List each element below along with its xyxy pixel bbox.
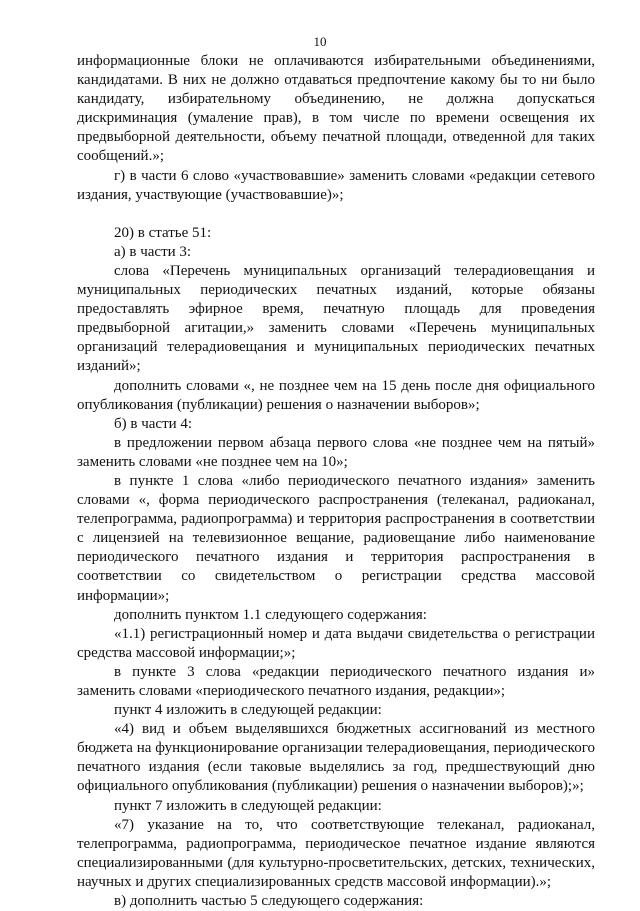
page-number: 10 (313, 34, 327, 49)
paragraph-first-sentence: в предложении первом абзаца первого слова «не позднее чем на пятый» заменить словами «не позднее чем на 10»; (77, 434, 595, 470)
paragraph-point-7-intro: пункт 7 изложить в следующей редакции: (114, 797, 382, 814)
paragraph-add-15-days: дополнить словами «, не позднее чем на 15 день после дня официального опубликования (публикации) решения о назначении выборов»; (77, 377, 595, 413)
paragraph-point-7-text: «7) указание на то, что соответствующие телеканал, радиоканал, телепрограмма, радиопрограмма, периодическое печатное издание являются специализированными (для культурно-просветительских, детских, технических, научных и других специализированных средств массовой информации).»; (77, 816, 595, 890)
paragraph-part-3: а) в части 3: (114, 243, 192, 260)
paragraph-point-3: в пункте 3 слова «редакции периодического печатного издания и» заменить словами «периодического печатного издания, редакции»; (77, 663, 595, 699)
paragraph-point-4-intro: пункт 4 изложить в следующей редакции: (114, 702, 382, 719)
paragraph-part-5: в) дополнить частью 5 следующего содержания: (114, 893, 424, 910)
paragraph-add-point-1-1: дополнить пунктом 1.1 следующего содержания: (114, 606, 427, 623)
paragraph-article-51: 20) в статье 51: (114, 224, 212, 241)
paragraph-point-4-text: «4) вид и объем выделявшихся бюджетных ассигнований из местного бюджета на функционирование организации телерадиовещания, периодического печатного издания (если таковые выделялись за год, предшествующий дню официального опубликования (публикации) решения о назначении выборов);»; (77, 721, 595, 795)
document-body (77, 52, 595, 911)
paragraph-info-blocks: информационные блоки не оплачиваются избирательными объединениями, кандидатами. В них не должно отдаваться предпочтение какому бы то ни было кандидату, избирательному объединению, не должна допускаться дискриминация (умаление прав), в том числе по времени освещения их предвыборной деятельности, объему печатной площади, отведенной для таких сообщений.»; (77, 53, 595, 165)
paragraph-point-1-1-text: «1.1) регистрационный номер и дата выдачи свидетельства о регистрации средства массовой информации;»; (77, 625, 595, 661)
paragraph-item-g: г) в части 6 слово «участвовавшие» заменить словами «редакции сетевого издания, участвующие (участвовавшие)»; (77, 167, 595, 203)
paragraph-point-1: в пункте 1 слова «либо периодического печатного издания» заменить словами «, форма периодического распространения (телеканал, радиоканал, телепрограмма, радиопрограмма) и территория распространения в соответствии с лицензией на телевизионное вещание, радиовещание либо наименование периодического печатного издания и территория распространения в соответствии со свидетельством о регистрации средства массовой информации»; (77, 472, 595, 604)
paragraph-part-4: б) в части 4: (114, 415, 193, 432)
paragraph-list-replace: слова «Перечень муниципальных организаций телерадиовещания и муниципальных периодических печатных изданий, которые обязаны предоставлять эфирное время, печатную площадь для проведения предвыборной агитации,» заменить словами «Перечень муниципальных организаций телерадиовещания и муниципальных периодических печатных изданий»; (77, 262, 595, 375)
